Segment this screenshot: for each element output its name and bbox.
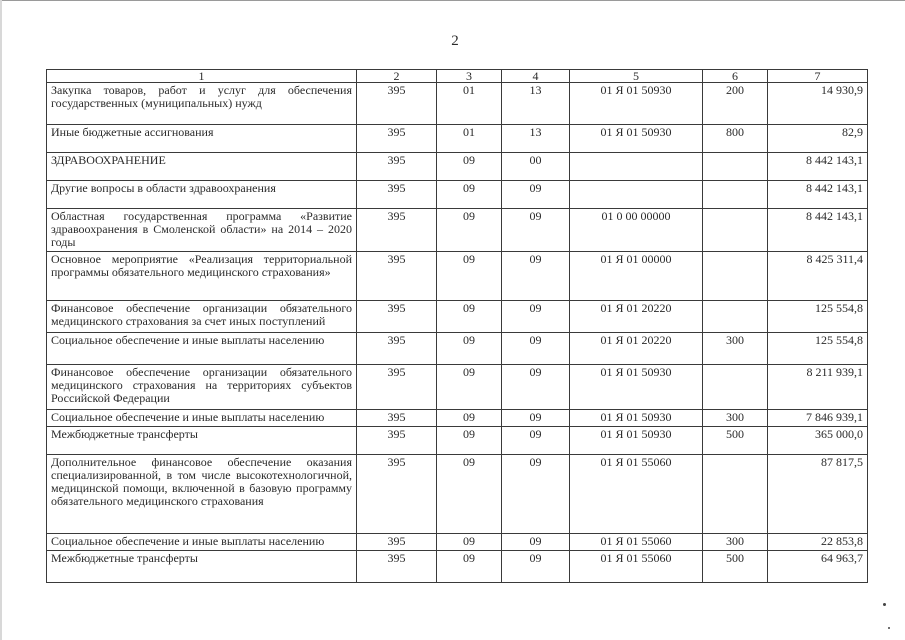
row-name: Финансовое обеспечение организации обязательного медицинского страхования на территориях субъектов Российской Федерации [47, 365, 357, 410]
column-header: 7 [768, 70, 868, 83]
col7-amount: 82,9 [768, 125, 868, 153]
col4-value: 13 [502, 83, 570, 125]
scan-edge-left [0, 0, 2, 640]
table-row [47, 410, 868, 427]
row-name: Закупка товаров, работ и услуг для обеспечения государственных (муниципальных) нужд [47, 83, 357, 125]
col6-value: 300 [703, 410, 768, 427]
col4-value: 09 [502, 410, 570, 427]
col4-value: 13 [502, 125, 570, 153]
table-row [47, 455, 868, 534]
column-header: 6 [703, 70, 768, 83]
col6-value [703, 252, 768, 301]
col5-value: 01 Я 01 50930 [570, 410, 703, 427]
col2-value: 395 [357, 333, 437, 365]
col4-value: 09 [502, 551, 570, 583]
scan-speck [883, 603, 886, 606]
column-header: 5 [570, 70, 703, 83]
row-name: Областная государственная программа «Развитие здравоохранения в Смоленской области» на 2014 – 2020 годы [47, 209, 357, 252]
col2-value: 395 [357, 125, 437, 153]
col6-value: 500 [703, 551, 768, 583]
col3-value: 09 [437, 410, 502, 427]
row-name: ЗДРАВООХРАНЕНИЕ [47, 153, 357, 181]
col4-value: 09 [502, 427, 570, 455]
col3-value: 09 [437, 153, 502, 181]
column-header: 2 [357, 70, 437, 83]
col2-value: 395 [357, 410, 437, 427]
header-row [47, 70, 868, 83]
col6-value [703, 455, 768, 534]
table-row [47, 301, 868, 333]
row-name: Дополнительное финансовое обеспечение оказания специализированной, в том числе высокотехнологичной, медицинской помощи, включенной в базовую программу обязательного медицинского страхования [47, 455, 357, 534]
col6-value: 200 [703, 83, 768, 125]
col3-value: 09 [437, 551, 502, 583]
col4-value: 09 [502, 181, 570, 209]
col7-amount: 8 442 143,1 [768, 153, 868, 181]
table-row [47, 125, 868, 153]
col5-value [570, 153, 703, 181]
col4-value: 09 [502, 209, 570, 252]
row-name: Социальное обеспечение и иные выплаты населению [47, 534, 357, 551]
col3-value: 09 [437, 455, 502, 534]
col6-value [703, 181, 768, 209]
row-name: Иные бюджетные ассигнования [47, 125, 357, 153]
col5-value: 01 Я 01 50930 [570, 365, 703, 410]
col6-value: 300 [703, 534, 768, 551]
col4-value: 09 [502, 301, 570, 333]
col2-value: 395 [357, 181, 437, 209]
col7-amount: 8 211 939,1 [768, 365, 868, 410]
budget-table [46, 69, 868, 583]
col3-value: 09 [437, 209, 502, 252]
col5-value: 01 Я 01 20220 [570, 301, 703, 333]
col4-value: 09 [502, 365, 570, 410]
col3-value: 09 [437, 365, 502, 410]
table-row [47, 209, 868, 252]
col7-amount: 365 000,0 [768, 427, 868, 455]
col7-amount: 8 442 143,1 [768, 181, 868, 209]
col3-value: 09 [437, 427, 502, 455]
scan-edge-top [0, 0, 905, 5]
col6-value [703, 153, 768, 181]
col5-value: 01 Я 01 50930 [570, 83, 703, 125]
col3-value: 09 [437, 333, 502, 365]
table-row [47, 181, 868, 209]
col3-value: 09 [437, 301, 502, 333]
col3-value: 09 [437, 252, 502, 301]
col3-value: 09 [437, 534, 502, 551]
col5-value: 01 Я 01 55060 [570, 534, 703, 551]
col4-value: 09 [502, 252, 570, 301]
col2-value: 395 [357, 365, 437, 410]
col7-amount: 87 817,5 [768, 455, 868, 534]
col2-value: 395 [357, 252, 437, 301]
col6-value: 800 [703, 125, 768, 153]
col5-value: 01 Я 01 55060 [570, 455, 703, 534]
row-name: Другие вопросы в области здравоохранения [47, 181, 357, 209]
col7-amount: 22 853,8 [768, 534, 868, 551]
col2-value: 395 [357, 301, 437, 333]
col6-value: 300 [703, 333, 768, 365]
col5-value: 01 0 00 00000 [570, 209, 703, 252]
row-name: Социальное обеспечение и иные выплаты населению [47, 333, 357, 365]
col2-value: 395 [357, 534, 437, 551]
col2-value: 395 [357, 83, 437, 125]
col6-value [703, 301, 768, 333]
col7-amount: 14 930,9 [768, 83, 868, 125]
col5-value: 01 Я 01 00000 [570, 252, 703, 301]
page-number: 2 [451, 33, 459, 49]
col2-value: 395 [357, 551, 437, 583]
col7-amount: 7 846 939,1 [768, 410, 868, 427]
col7-amount: 8 442 143,1 [768, 209, 868, 252]
col5-value: 01 Я 01 55060 [570, 551, 703, 583]
table-row [47, 333, 868, 365]
col3-value: 09 [437, 181, 502, 209]
col2-value: 395 [357, 209, 437, 252]
column-header: 1 [47, 70, 357, 83]
col3-value: 01 [437, 125, 502, 153]
row-name: Социальное обеспечение и иные выплаты населению [47, 410, 357, 427]
col6-value [703, 365, 768, 410]
col7-amount: 125 554,8 [768, 301, 868, 333]
col6-value: 500 [703, 427, 768, 455]
column-header: 4 [502, 70, 570, 83]
col5-value: 01 Я 01 20220 [570, 333, 703, 365]
col4-value: 09 [502, 534, 570, 551]
row-name: Финансовое обеспечение организации обязательного медицинского страхования за счет иных поступлений [47, 301, 357, 333]
col7-amount: 64 963,7 [768, 551, 868, 583]
col4-value: 09 [502, 455, 570, 534]
table-row [47, 427, 868, 455]
table-row [47, 153, 868, 181]
row-name: Основное мероприятие «Реализация территориальной программы обязательного медицинского страхования» [47, 252, 357, 301]
table-row [47, 534, 868, 551]
column-header: 3 [437, 70, 502, 83]
col4-value: 00 [502, 153, 570, 181]
col5-value [570, 181, 703, 209]
col7-amount: 125 554,8 [768, 333, 868, 365]
row-name: Межбюджетные трансферты [47, 551, 357, 583]
scan-speck [888, 627, 890, 629]
col5-value: 01 Я 01 50930 [570, 125, 703, 153]
col7-amount: 8 425 311,4 [768, 252, 868, 301]
col2-value: 395 [357, 153, 437, 181]
table-row [47, 551, 868, 583]
col2-value: 395 [357, 427, 437, 455]
row-name: Межбюджетные трансферты [47, 427, 357, 455]
col2-value: 395 [357, 455, 437, 534]
col5-value: 01 Я 01 50930 [570, 427, 703, 455]
col4-value: 09 [502, 333, 570, 365]
table-row [47, 365, 868, 410]
table-row [47, 252, 868, 301]
col6-value [703, 209, 768, 252]
table-row [47, 83, 868, 125]
col3-value: 01 [437, 83, 502, 125]
